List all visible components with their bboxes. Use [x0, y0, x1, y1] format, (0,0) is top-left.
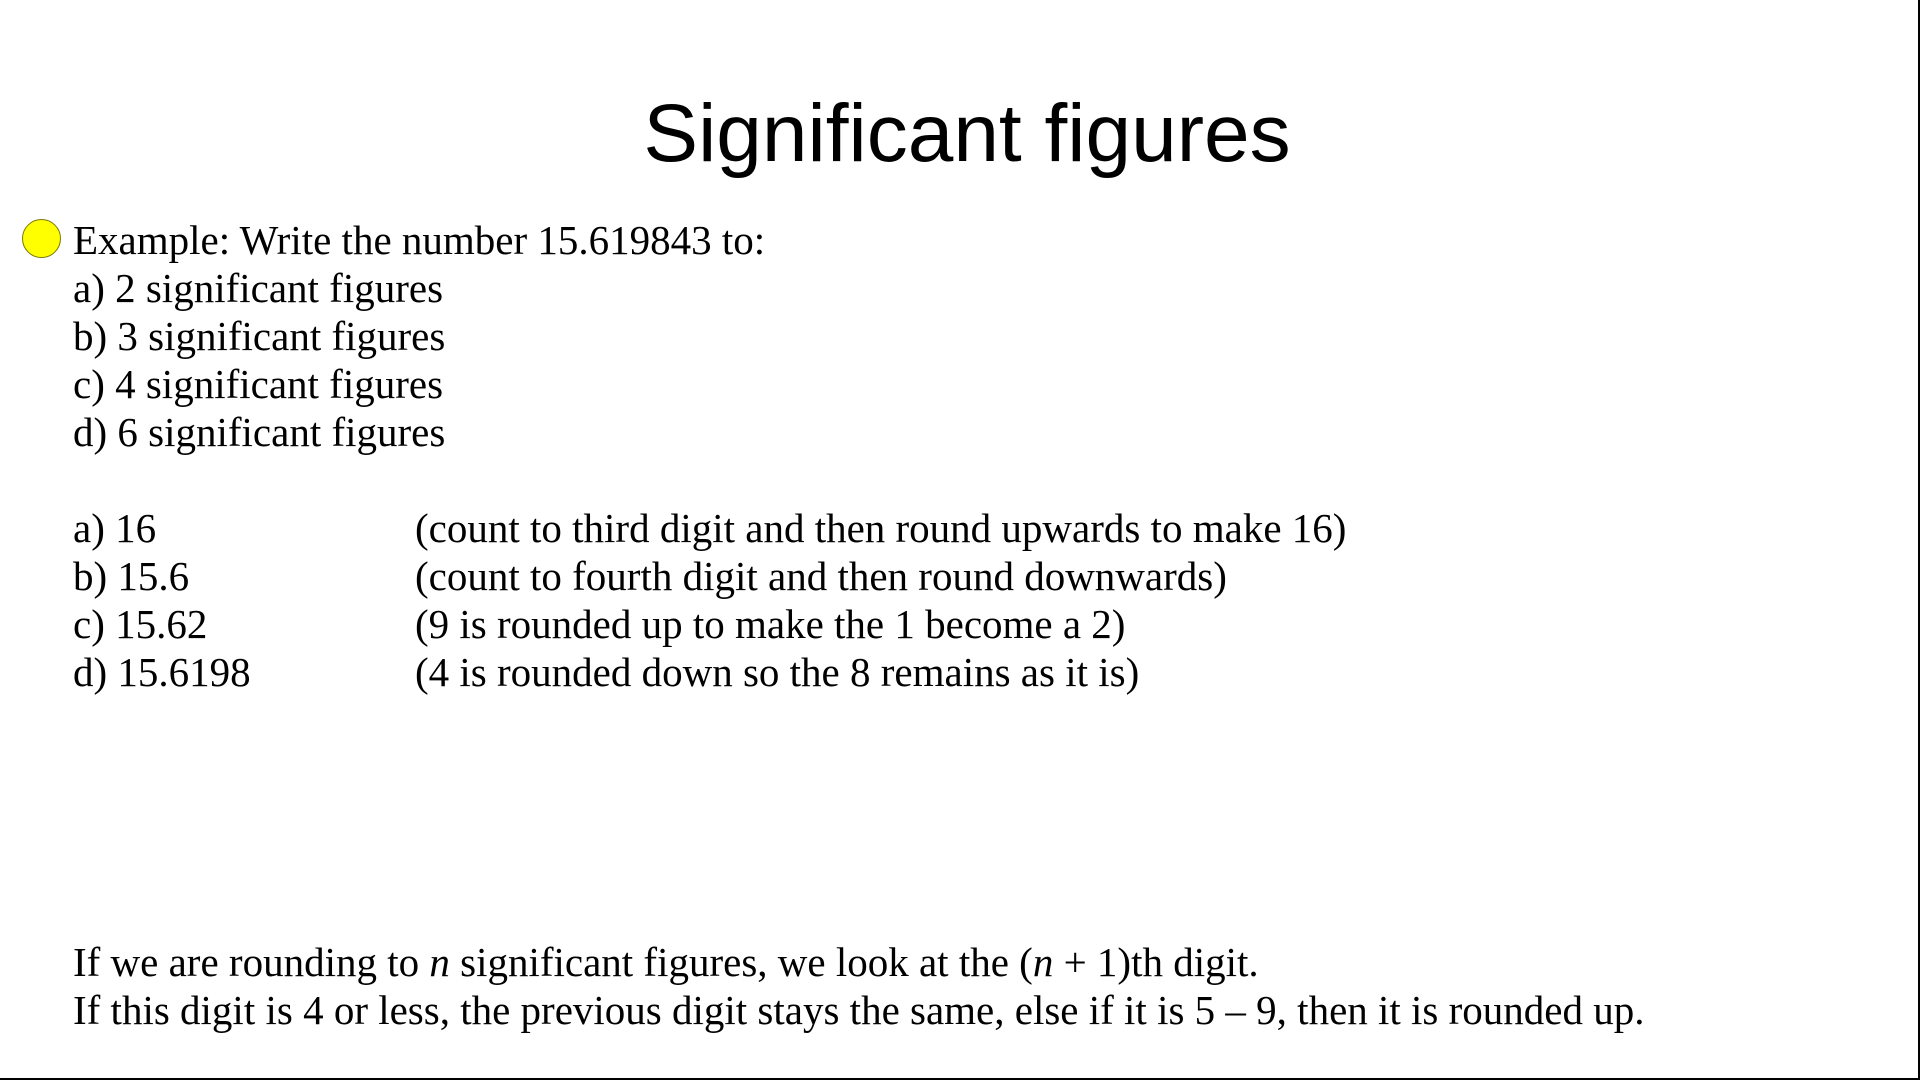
answer-value: c) 15.62 — [73, 601, 208, 647]
slide-title: Significant figures — [643, 88, 1291, 179]
example-part-c: c) 4 significant figures — [73, 361, 444, 407]
answer-value: d) 15.6198 — [73, 649, 251, 695]
rule-text: + 1)th digit. — [1053, 939, 1259, 985]
example-part-a: a) 2 significant figures — [73, 265, 444, 311]
rule-line-1 — [73, 938, 1645, 986]
rule-variable-n: n — [1032, 939, 1054, 985]
answer-row — [73, 552, 1573, 600]
laser-pointer-dot-icon — [22, 219, 61, 258]
answer-note: (count to third digit and then round upwards to make 16) — [415, 505, 1347, 551]
rule-line-2: If this digit is 4 or less, the previous digit stays the same, else if it is 5 – 9, then it is rounded up. — [73, 987, 1645, 1033]
example-prompt: Example: Write the number 15.619843 to: — [73, 217, 766, 263]
example-question-block — [73, 216, 765, 456]
answer-note: (4 is rounded down so the 8 remains as it is) — [415, 649, 1140, 695]
rule-text: significant figures, we look at the ( — [449, 939, 1033, 985]
answer-note: (9 is rounded up to make the 1 become a 2) — [415, 601, 1126, 647]
answer-value: b) 15.6 — [73, 553, 190, 599]
example-part-d: d) 6 significant figures — [73, 409, 446, 455]
answer-row — [73, 504, 1573, 552]
rounding-rule-block — [73, 938, 1645, 1034]
example-part-b: b) 3 significant figures — [73, 313, 446, 359]
answer-row — [73, 600, 1573, 648]
answers-block — [73, 504, 1573, 696]
answer-row — [73, 648, 1573, 696]
answer-value: a) 16 — [73, 505, 157, 551]
answer-note: (count to fourth digit and then round downwards) — [415, 553, 1227, 599]
rule-variable-n: n — [429, 939, 450, 985]
rule-text: If we are rounding to — [73, 939, 430, 985]
